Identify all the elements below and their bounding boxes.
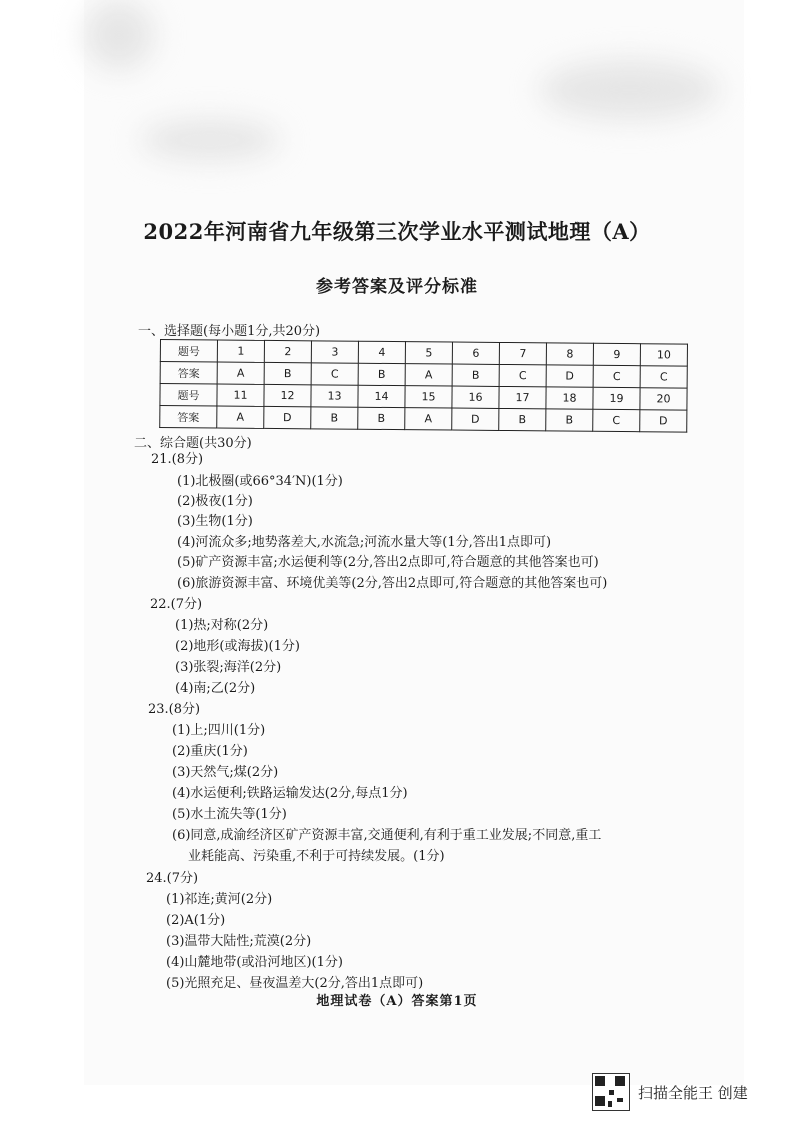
answer-line: (3)张裂;海洋(2分) bbox=[175, 660, 282, 675]
table-cell: B bbox=[358, 407, 405, 429]
table-row-header: 题号 bbox=[160, 340, 217, 362]
scanner-watermark bbox=[592, 1072, 748, 1112]
table-row bbox=[160, 406, 687, 433]
answer-line: (1)北极圈(或66°34′N)(1分) bbox=[177, 474, 343, 489]
table-cell: C bbox=[311, 363, 358, 385]
page-footer: 地理试卷（A）答案第1页 bbox=[316, 994, 478, 1009]
answer-line: (2)A(1分) bbox=[166, 913, 226, 928]
table-cell: 16 bbox=[452, 386, 499, 408]
table-cell: 4 bbox=[358, 341, 405, 363]
table-cell: C bbox=[593, 409, 640, 431]
table-cell: 14 bbox=[358, 385, 405, 407]
answer-line: (1)上;四川(1分) bbox=[172, 723, 266, 738]
answer-line: 21.(8分) bbox=[151, 452, 204, 467]
table-cell: A bbox=[405, 364, 452, 386]
table-cell: B bbox=[358, 363, 405, 385]
answer-line: (6)旅游资源丰富、环境优美等(2分,答出2点即可,符合题意的其他答案也可) bbox=[177, 576, 608, 591]
table-cell: 7 bbox=[499, 342, 546, 364]
answer-line: (3)天然气;煤(2分) bbox=[172, 765, 279, 780]
table-cell: 6 bbox=[452, 342, 499, 364]
table-cell: B bbox=[546, 409, 593, 431]
table-cell: C bbox=[640, 366, 687, 388]
table-row-header: 题号 bbox=[160, 384, 217, 406]
table-cell: 3 bbox=[311, 341, 358, 363]
table-cell: D bbox=[640, 410, 687, 432]
table-cell: A bbox=[217, 406, 264, 428]
answer-line: (2)极夜(1分) bbox=[177, 494, 253, 509]
answer-line: (5)矿产资源丰富;水运便利等(2分,答出2点即可,符合题意的其他答案也可) bbox=[177, 555, 599, 570]
answer-line: 业耗能高、污染重,不利于可持续发展。(1分) bbox=[188, 849, 445, 864]
table-cell: B bbox=[452, 364, 499, 386]
table-cell: B bbox=[499, 408, 546, 430]
scan-smudge bbox=[140, 120, 280, 160]
table-row-header: 答案 bbox=[160, 362, 217, 384]
table-cell: D bbox=[546, 365, 593, 387]
answer-line: (1)祁连;黄河(2分) bbox=[166, 892, 273, 907]
scan-smudge bbox=[540, 60, 720, 120]
table-row-header: 答案 bbox=[160, 406, 217, 428]
answer-line: (4)河流众多;地势落差大,水流急;河流水量大等(1分,答出1点即可) bbox=[177, 535, 552, 550]
table-cell: 8 bbox=[546, 343, 593, 365]
table-cell: 9 bbox=[593, 343, 640, 365]
answer-line: (2)地形(或海拔)(1分) bbox=[175, 639, 300, 654]
section-heading-comprehensive: 二、综合题(共30分) bbox=[134, 436, 252, 451]
table-cell: C bbox=[499, 364, 546, 386]
answer-line: (6)同意,成渝经济区矿产资源丰富,交通便利,有利于重工业发展;不同意,重工 bbox=[172, 828, 602, 843]
scan-smudge bbox=[84, 0, 154, 70]
table-cell: 11 bbox=[217, 384, 264, 406]
table-cell: 13 bbox=[311, 385, 358, 407]
table-cell: 5 bbox=[405, 342, 452, 364]
table-cell: C bbox=[593, 365, 640, 387]
answer-line: (4)南;乙(2分) bbox=[175, 681, 256, 696]
table-cell: 10 bbox=[640, 344, 687, 366]
table-cell: D bbox=[264, 406, 311, 428]
answer-line: (3)温带大陆性;荒漠(2分) bbox=[166, 934, 312, 949]
table-cell: B bbox=[264, 362, 311, 384]
answer-line: (2)重庆(1分) bbox=[172, 744, 248, 759]
table-cell: 15 bbox=[405, 386, 452, 408]
page-subtitle: 参考答案及评分标准 bbox=[316, 277, 478, 297]
table-cell: D bbox=[452, 408, 499, 430]
qr-code-icon bbox=[592, 1073, 630, 1111]
answer-line: 22.(7分) bbox=[150, 597, 203, 612]
answer-line: (3)生物(1分) bbox=[177, 514, 253, 529]
page-title: 2022年河南省九年级第三次学业水平测试地理（A） bbox=[143, 219, 651, 244]
answer-line: (4)水运便利;铁路运输发达(2分,每点1分) bbox=[172, 786, 408, 801]
table-cell: A bbox=[217, 362, 264, 384]
table-cell: 1 bbox=[217, 340, 264, 362]
answer-line: 24.(7分) bbox=[146, 871, 199, 886]
answer-table bbox=[159, 339, 688, 433]
table-cell: A bbox=[405, 408, 452, 430]
answer-line: 23.(8分) bbox=[148, 702, 201, 717]
table-cell: B bbox=[311, 407, 358, 429]
section-heading-choice: 一、选择题(每小题1分,共20分) bbox=[138, 324, 321, 339]
table-cell: 2 bbox=[264, 340, 311, 362]
watermark-text: 扫描全能王 创建 bbox=[638, 1083, 748, 1102]
answer-line: (4)山麓地带(或沿河地区)(1分) bbox=[166, 955, 343, 970]
table-cell: 17 bbox=[499, 386, 546, 408]
answer-line: (1)热;对称(2分) bbox=[175, 618, 269, 633]
table-cell: 18 bbox=[546, 387, 593, 409]
table-cell: 12 bbox=[264, 384, 311, 406]
answer-line: (5)光照充足、昼夜温差大(2分,答出1点即可) bbox=[166, 976, 424, 991]
answer-line: (5)水土流失等(1分) bbox=[172, 807, 287, 822]
table-cell: 19 bbox=[593, 387, 640, 409]
table-cell: 20 bbox=[640, 388, 687, 410]
